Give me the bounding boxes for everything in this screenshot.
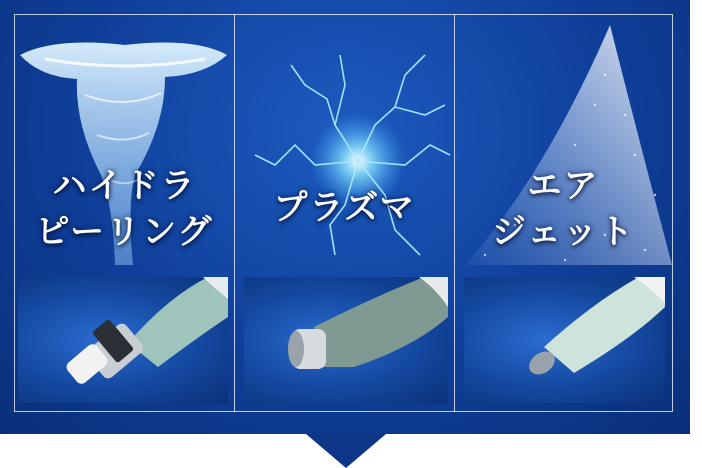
panel-plasma [235, 15, 454, 411]
plasma-lightning-icon [235, 15, 454, 277]
panel-air-jet [455, 15, 672, 411]
plasma-handpiece-icon [244, 277, 448, 403]
air-jet-nozzle-icon [464, 277, 665, 403]
device-photo-air-jet [464, 277, 665, 403]
label-air-jet-line1: エア [527, 166, 600, 206]
label-hydra-line1: ハイドラ [52, 166, 197, 206]
device-photo-plasma [244, 277, 448, 403]
label-air-jet-line2: ジェット [491, 212, 636, 252]
panel-hydra-peeling [15, 15, 234, 411]
down-arrow-icon [306, 434, 386, 468]
device-photo-hydra [18, 277, 228, 403]
label-plasma: プラズマ [273, 188, 416, 228]
label-hydra-line2: ピーリング [35, 212, 214, 252]
hydra-peeling-nozzle-icon [18, 277, 228, 403]
